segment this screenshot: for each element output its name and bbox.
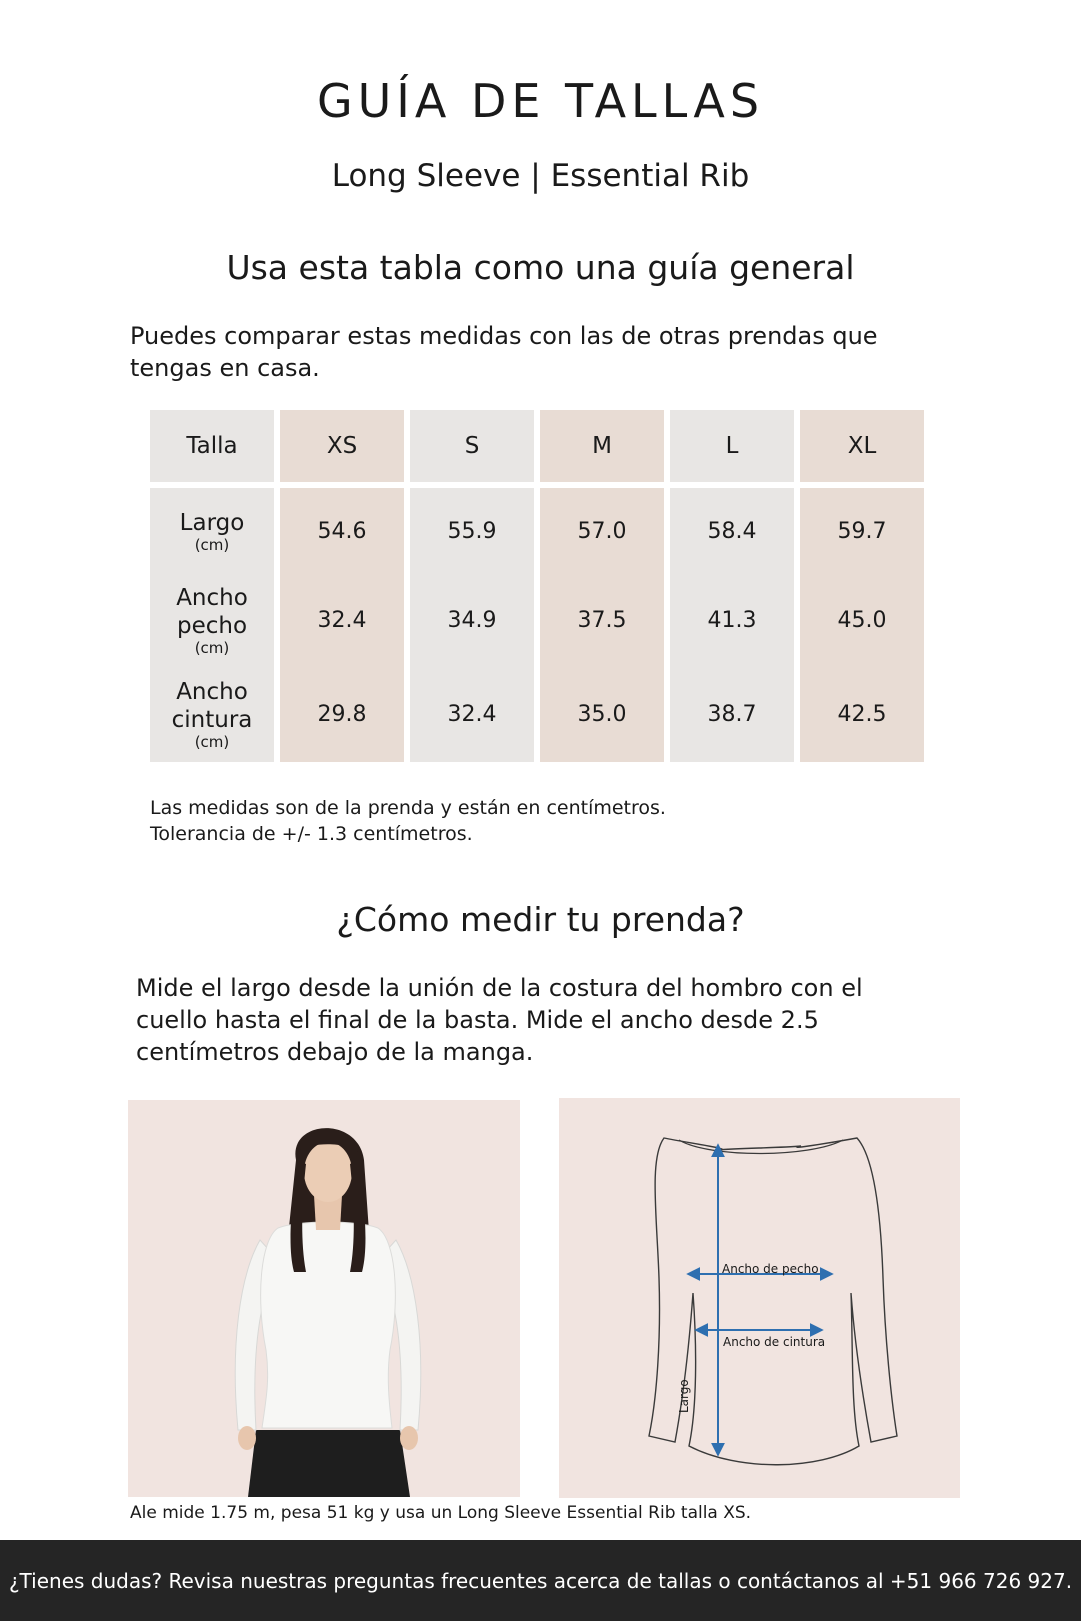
row-unit: (cm) xyxy=(194,733,230,751)
table-cell-value: 45.0 xyxy=(837,607,887,633)
note-line: Tolerancia de +/- 1.3 centímetros. xyxy=(150,823,473,845)
table-heading: Usa esta tabla como una guía general xyxy=(226,248,855,287)
howto-text-line: Mide el largo desde la unión de la costura del hombro con el xyxy=(136,974,863,1002)
table-cell-value: 34.9 xyxy=(447,607,497,633)
table-cell-value: 57.0 xyxy=(577,518,627,544)
model-caption: Ale mide 1.75 m, pesa 51 kg y usa un Long Sleeve Essential Rib talla XS. xyxy=(130,1503,752,1523)
intro-text xyxy=(130,320,878,384)
length-label: Largo xyxy=(677,1379,691,1413)
row-label-text: Ancho xyxy=(176,585,248,611)
table-cell-value: 35.0 xyxy=(577,701,627,727)
table-cell-value: 54.6 xyxy=(317,518,367,544)
table-header-talla: Talla xyxy=(150,410,274,482)
table-cell-value: 37.5 xyxy=(577,607,627,633)
howto-text xyxy=(136,972,863,1068)
intro-text-line: tengas en casa. xyxy=(130,354,320,382)
table-row-label xyxy=(150,666,274,762)
table-header-size-l: L xyxy=(670,410,794,482)
intro-text-line: Puedes comparar estas medidas con las de otras prendas que xyxy=(130,322,878,350)
product-subtitle: Long Sleeve | Essential Rib xyxy=(331,158,750,194)
measurement-notes xyxy=(150,795,666,847)
row-label-text: cintura xyxy=(171,707,253,733)
table-cell-value: 41.3 xyxy=(707,607,757,633)
note-line: Las medidas son de la prenda y están en centímetros. xyxy=(150,797,666,819)
row-unit: (cm) xyxy=(194,536,230,554)
table-cell-value: 58.4 xyxy=(707,518,757,544)
measurement-diagram xyxy=(559,1098,960,1498)
table-cell-value: 59.7 xyxy=(837,518,887,544)
footer-text: ¿Tienes dudas? Revisa nuestras preguntas frecuentes acerca de tallas o contáctanos al +51 966 726 927. xyxy=(8,1568,1073,1593)
waist-label: Ancho de cintura xyxy=(723,1335,826,1349)
howto-text-line: centímetros debajo de la manga. xyxy=(136,1038,534,1066)
chest-label: Ancho de pecho xyxy=(722,1262,819,1276)
howto-heading: ¿Cómo medir tu prenda? xyxy=(336,900,745,939)
row-label-text: Largo xyxy=(179,510,245,536)
table-row-label xyxy=(150,574,274,666)
table-cell-value: 32.4 xyxy=(447,701,497,727)
footer-bar xyxy=(0,1540,1081,1621)
table-row-label xyxy=(150,488,274,574)
table-cell-value: 55.9 xyxy=(447,518,497,544)
model-photo xyxy=(128,1100,520,1497)
table-header-size-m: M xyxy=(540,410,664,482)
table-header-size-xl: XL xyxy=(800,410,924,482)
table-cell-value: 38.7 xyxy=(707,701,757,727)
table-cell-value: 29.8 xyxy=(317,701,367,727)
howto-text-line: cuello hasta el final de la basta. Mide el ancho desde 2.5 xyxy=(136,1006,819,1034)
model-illustration xyxy=(128,1100,520,1497)
size-table xyxy=(150,410,931,786)
table-cell-value: 32.4 xyxy=(317,607,367,633)
table-cell-value: 42.5 xyxy=(837,701,887,727)
row-label-text: Ancho xyxy=(176,679,248,705)
row-label-text: pecho xyxy=(176,613,248,639)
table-header-size-xs: XS xyxy=(280,410,404,482)
garment-outline-diagram xyxy=(559,1098,960,1498)
table-header-size-s: S xyxy=(410,410,534,482)
row-unit: (cm) xyxy=(194,639,230,657)
page-title: GUÍA DE TALLAS xyxy=(316,74,765,128)
